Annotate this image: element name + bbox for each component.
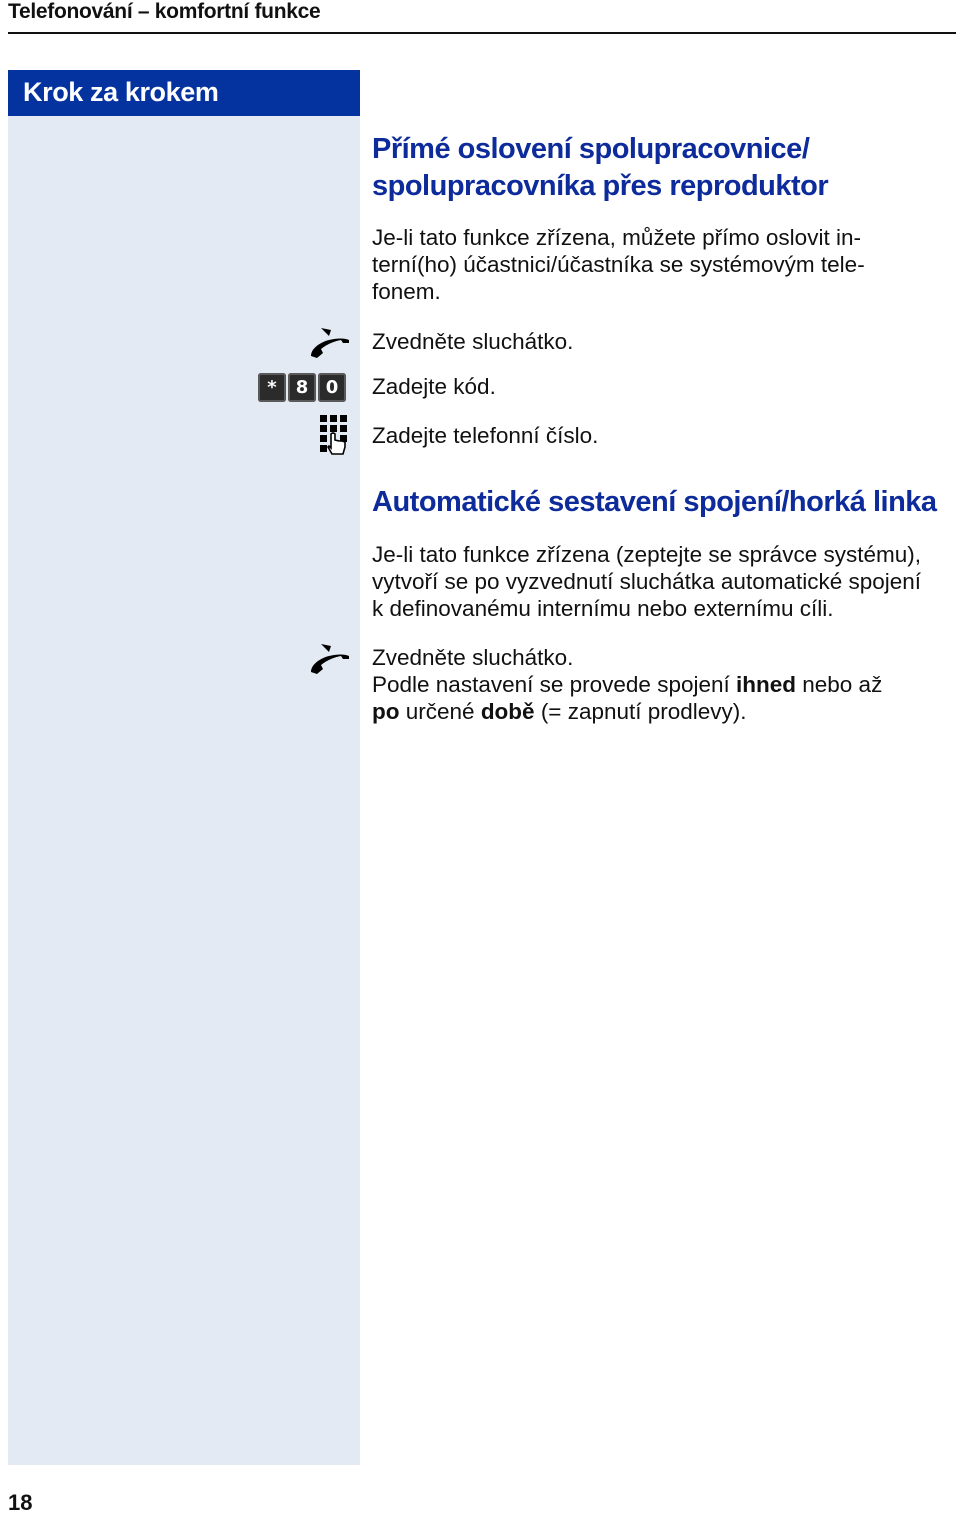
- header-rule: [8, 32, 956, 34]
- section-intro: Je-li tato funkce zřízena, můžete přímo oslovit in- terní(ho) účastnici/účastníka se systémovým tele- fonem.: [372, 225, 865, 304]
- star-key: *: [258, 373, 286, 402]
- page-number: 18: [8, 1490, 33, 1515]
- handset-lift-icon: [307, 326, 351, 360]
- section-title: Přímé oslovení spolupracovnice/ spolupracovníka přes reproduktor: [372, 133, 829, 202]
- running-header: Telefonování – komfortní funkce: [8, 0, 321, 23]
- step-by-step-column: [8, 70, 360, 1465]
- zero-key: 0: [318, 373, 346, 402]
- section-title: Automatické sestavení spojení/horká linka: [372, 486, 937, 518]
- step-detail: Podle nastavení se provede spojení ihned nebo až po určené době (= zapnutí prodlevy).: [372, 672, 883, 724]
- step-lift-handset: Zvedněte sluchátko.: [372, 645, 574, 670]
- step-enter-code: Zadejte kód.: [372, 374, 496, 399]
- step-lift-handset: Zvedněte sluchátko.: [372, 329, 574, 354]
- handset-lift-icon: [307, 642, 351, 676]
- eight-key: 8: [288, 373, 316, 402]
- step-by-step-banner: [8, 70, 360, 116]
- step-enter-number: Zadejte telefonní číslo.: [372, 423, 599, 448]
- step-by-step-title: Krok za krokem: [23, 77, 219, 107]
- section-intro: Je-li tato funkce zřízena (zeptejte se správce systému), vytvoří se po vyzvednutí sluchátka automatické spojení k definovanému internímu nebo externímu cíli.: [372, 542, 922, 621]
- keypad-icon: [319, 414, 349, 456]
